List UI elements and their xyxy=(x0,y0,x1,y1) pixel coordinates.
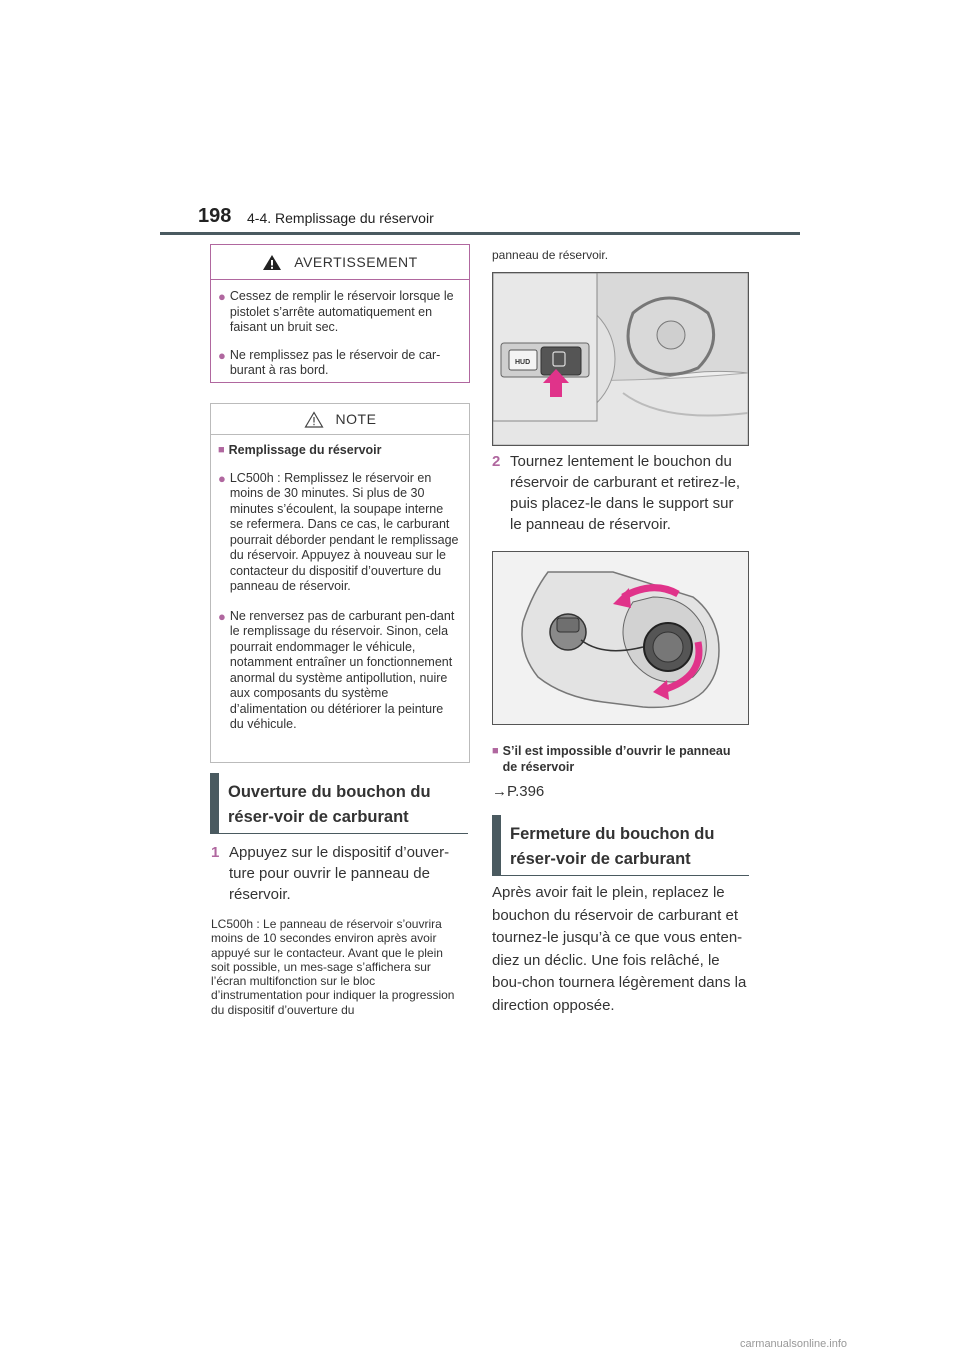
hud-label: HUD xyxy=(515,359,531,366)
closing-heading: Fermeture du bouchon du réser-voir de carburant xyxy=(510,825,715,868)
step-1-continued: panneau de réservoir. xyxy=(492,248,609,262)
step-2-text: Tournez lentement le bouchon du réservoir de carburant et retirez-le, puis placez-le dans le support sur le panneau de réservoir. xyxy=(510,453,741,533)
step-2 xyxy=(492,451,748,535)
bullet-icon: ● xyxy=(218,347,226,363)
closing-text: Après avoir fait le plein, replacez le bouchon du réservoir de carburant et tournez-le jusqu’à ce que vous enten-diez un déclic. Une fois relâché, le bou-chon tournera légèrement dans la direction opposée. xyxy=(492,884,747,1014)
note-title: NOTE xyxy=(335,411,377,427)
note-item: ● Ne renversez pas de carburant pen-dant le remplissage du réservoir. Sinon, cela pourrait endommager le véhicule, notamment entraîner un fonctionnement anormal du système antipollution, nuire aux composants du système d’alimentation ou détériorer la peinture du véhicule. xyxy=(218,608,455,731)
note-subheading: ■ Remplissage du réservoir xyxy=(218,443,382,457)
opening-heading-bar xyxy=(210,773,468,834)
impossible-subheading: ■ S’il est impossible d’ouvrir le panneau de réservoir xyxy=(492,744,731,774)
section-title: 4-4. Remplissage du réservoir xyxy=(247,210,434,226)
figure-fuel-door-opener xyxy=(492,272,749,446)
warning-item: ● Cessez de remplir le réservoir lorsque le pistolet s’arrête automatiquement en faisant un bruit sec. xyxy=(218,289,454,334)
note-box xyxy=(210,403,470,763)
figure-fuel-cap xyxy=(492,551,749,725)
square-bullet-icon: ■ xyxy=(218,444,225,456)
bullet-icon: ● xyxy=(218,608,226,624)
watermark: carmanualsonline.info xyxy=(740,1338,848,1350)
bullet-icon: ● xyxy=(218,289,226,304)
warning-triangle-icon xyxy=(262,254,282,271)
step-1-text: Appuyez sur le dispositif d’ouver-ture pour ouvrir le panneau de réservoir. xyxy=(229,844,450,903)
step-1-detail: LC500h : Le panneau de réservoir s’ouvrira moins de 10 secondes environ après avoir appuyé sur le contacteur. Avant que le plein soit possible, un mes-sage s’affichera sur l’écran multifonction sur le bloc d’instrumentation pour indiquer la progression du dispositif d’ouverture du xyxy=(211,917,455,1017)
opening-heading: Ouverture du bouchon du réser-voir de carburant xyxy=(228,783,431,826)
square-bullet-icon: ■ xyxy=(492,745,499,757)
impossible-page-ref[interactable]: →P.396 xyxy=(492,783,545,800)
step-1 xyxy=(211,842,463,905)
header-rule xyxy=(160,232,800,235)
bullet-icon: ● xyxy=(218,470,226,486)
step-2-number: 2 xyxy=(492,453,501,470)
warning-header xyxy=(211,245,469,280)
page-number: 198 xyxy=(198,205,232,227)
warning-item: ● Ne remplissez pas le réservoir de car-burant à ras bord. xyxy=(218,347,441,377)
warning-box xyxy=(210,244,470,383)
caution-triangle-icon xyxy=(304,411,324,428)
note-header xyxy=(211,404,469,435)
closing-heading-bar xyxy=(492,815,749,876)
step-1-number: 1 xyxy=(211,844,220,861)
note-item: ● LC500h : Remplissez le réservoir en moins de 30 minutes. Si plus de 30 minutes s’écoulent, la soupape interne se refermera. Dans ce cas, le carburant pourrait déborder pendant le remplissage du réservoir. Appuyez à nouveau sur le contacteur du dispositif d’ouverture du panneau de réservoir. xyxy=(218,470,459,593)
warning-title: AVERTISSEMENT xyxy=(294,254,418,270)
